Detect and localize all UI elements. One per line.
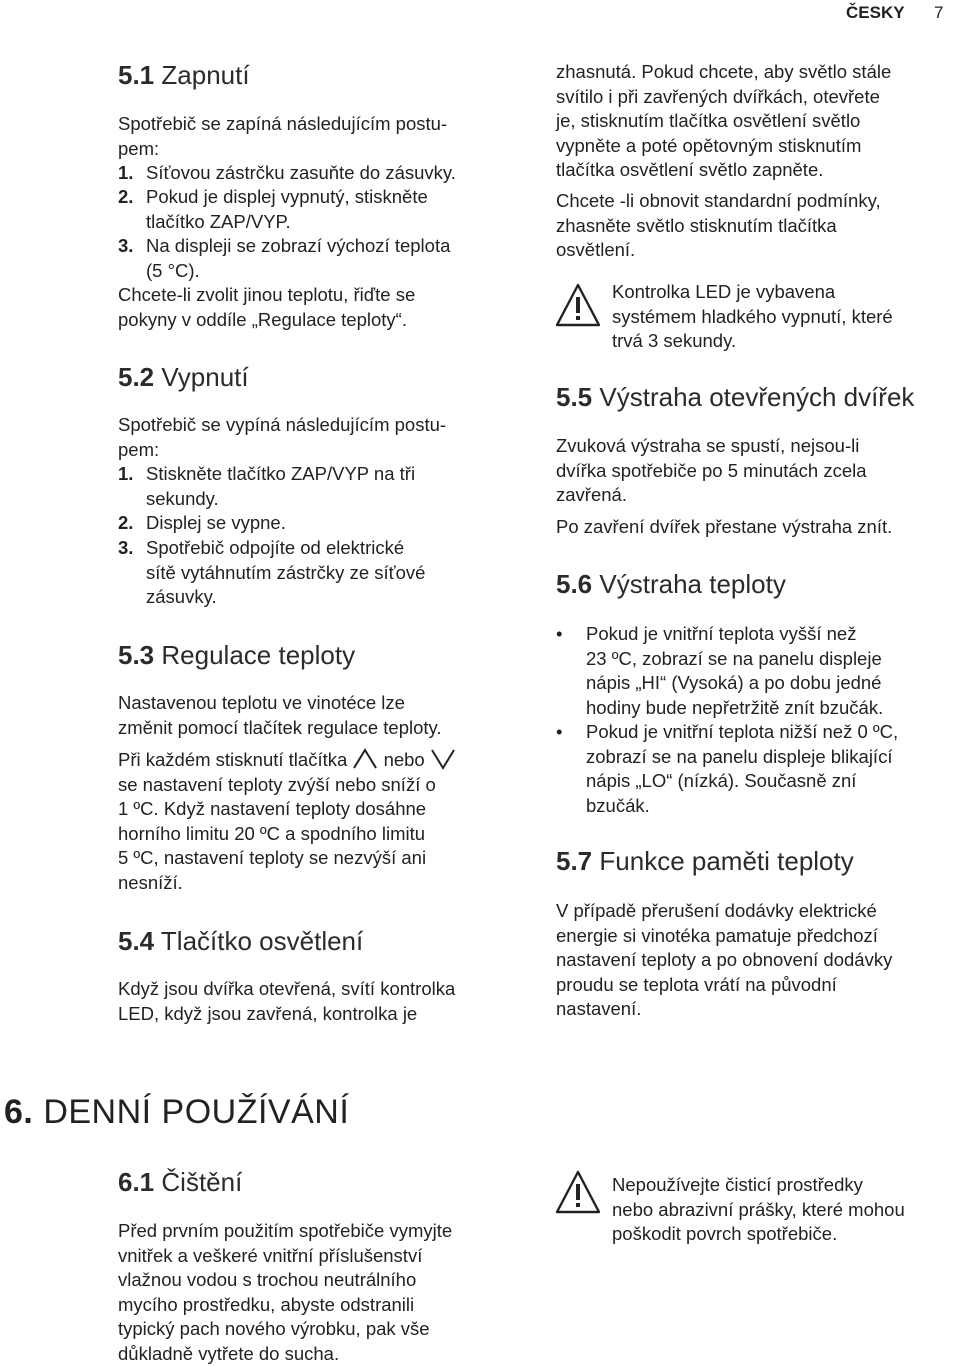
chapter-6-heading: 6. DENNÍ POUŽÍVÁNÍ	[4, 1093, 350, 1131]
section-5-2-heading: 5.2 Vypnutí	[118, 362, 249, 392]
warning-icon	[555, 283, 601, 327]
section-6-1-paragraph-1: Před prvním použitím spotřebiče vymyjte vnitřek a veškeré vnitřní příslušenství vlažnou vodou s trochou neutrálního mycího prostředku, abyste odstranili typický pach nového výrobku, pak vše důkladně vytřete do sucha.	[118, 1220, 453, 1364]
section-5-1-heading: 5.1 Zapnutí	[118, 60, 250, 90]
warning-icon	[555, 1170, 601, 1214]
temperature-down-icon	[430, 748, 456, 770]
section-5-4-heading: 5.4 Tlačítko osvětlení	[118, 926, 364, 956]
section-5-5-paragraph-1: Zvuková výstraha se spustí, nejsou-li dvířka spotřebiče po 5 minutách zcela zavřená.	[556, 435, 867, 505]
temperature-up-icon	[352, 748, 378, 770]
section-5-4-paragraph-1: Když jsou dvířka otevřená, svítí kontrolka LED, když jsou zavřená, kontrolka je	[118, 978, 456, 1024]
header-language: ČESKY	[846, 3, 905, 22]
page-number: 7	[934, 3, 944, 22]
section-6-1-heading: 6.1 Čištění	[118, 1167, 243, 1197]
section-5-1-outro: Chcete-li zvolit jinou teplotu, řiďte se pokyny v oddíle „Regulace teploty“.	[118, 284, 416, 330]
section-5-3-paragraph-1: Nastavenou teplotu ve vinotéce lze změnit pomocí tlačítek regulace teploty.	[118, 692, 442, 738]
led-warning-note: Kontrolka LED je vybavena systémem hladkého vypnutí, které trvá 3 sekundy.	[612, 281, 893, 351]
section-5-5-paragraph-2: Po zavření dvířek přestane výstraha znít.	[556, 516, 893, 537]
section-5-2-intro: Spotřebič se vypíná následujícím postu- pem:	[118, 414, 447, 460]
section-5-4-continued: zhasnutá. Pokud chcete, aby světlo stále svítilo i při zavřených dvířkách, otevřete je, stisknutím tlačítka osvětlení světlo vypněte a poté opětovným stisknutím tlačítka osvětlení světlo zapněte.	[556, 61, 892, 180]
section-5-4-paragraph-2: Chcete -li obnovit standardní podmínky, zhasněte světlo stisknutím tlačítka osvětlení.	[556, 190, 881, 260]
section-5-7-paragraph-1: V případě přerušení dodávky elektrické energie si vinotéka pamatuje předchozí nastavení teploty a po obnovení dodávky proudu se teplota vrátí na původní nastavení.	[556, 900, 893, 1019]
section-5-1-intro: Spotřebič se zapíná následujícím postu- pem:	[118, 113, 448, 159]
section-5-3-paragraph-2: Při každém stisknutí tlačítka nebo se nastavení teploty zvýší nebo sníží o 1 ºC. Když nastavení teploty dosáhne horního limitu 20 ºC a spodního limitu 5 ºC, nastavení teploty se nezvýší ani nesníží.	[118, 748, 456, 895]
section-5-7-heading: 5.7 Funkce paměti teploty	[556, 846, 854, 876]
cleaning-warning-note: Nepoužívejte čisticí prostředky nebo abrazivní prášky, které mohou poškodit povrch spotřebiče.	[612, 1174, 905, 1244]
section-5-6-heading: 5.6 Výstraha teploty	[556, 569, 786, 599]
section-5-3-heading: 5.3 Regulace teploty	[118, 640, 356, 670]
section-5-5-heading: 5.5 Výstraha otevřených dvířek	[556, 382, 915, 412]
